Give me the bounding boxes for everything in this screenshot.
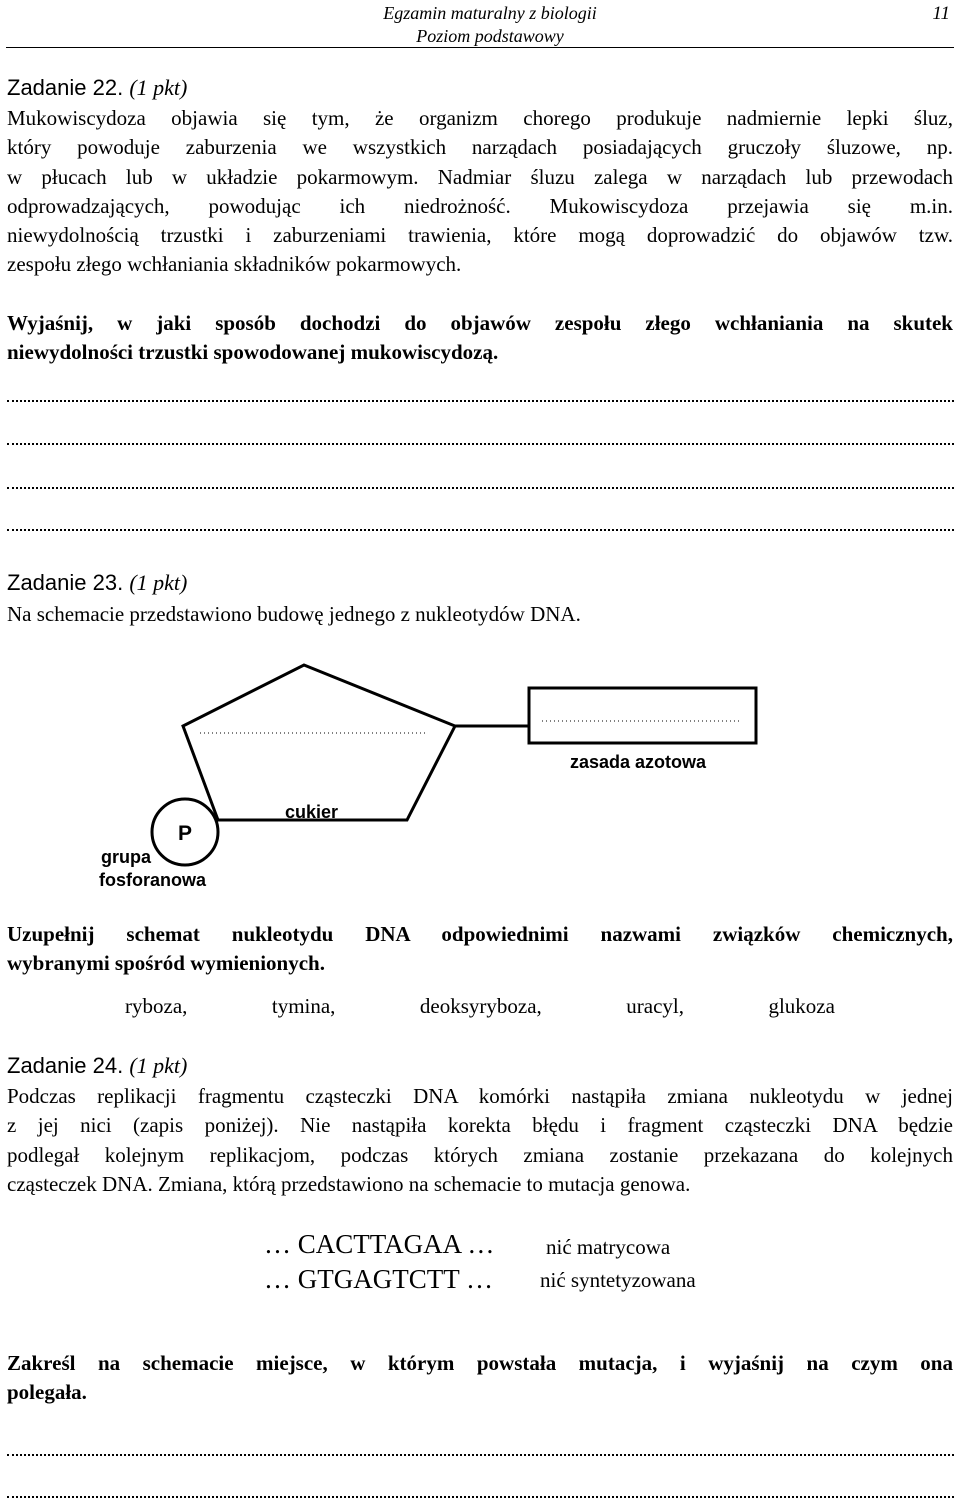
phosphate-label-line2: fosforanowa <box>99 870 207 890</box>
task22-text-line: zespołu złego wchłaniania składników pokarmowych. <box>7 252 462 277</box>
answer-line[interactable] <box>7 398 954 402</box>
option-item: ryboza, <box>125 994 188 1018</box>
header-divider <box>6 47 954 48</box>
base-rectangle <box>529 688 756 743</box>
task23-points: (1 pkt) <box>129 570 188 595</box>
answer-line[interactable] <box>7 441 954 445</box>
task24-instruction <box>7 1349 953 1408</box>
task23-text: Na schemacie przedstawiono budowę jednego z nukleotydów DNA. <box>7 602 581 626</box>
task22-instruction-line: Wyjaśnij, w jaki sposób dochodzi do objawów zespołu złego wchłaniania na skutek <box>7 311 953 335</box>
task23-instruction-line: wybranymi spośród wymienionych. <box>7 951 325 976</box>
task22-text-line: Mukowiscydoza objawia się tym, że organizm chorego produkuje nadmiernie lepki śluz, <box>7 106 953 130</box>
answer-line[interactable] <box>7 1452 954 1456</box>
task22-text-line: w płucach lub w układzie pokarmowym. Nadmiar śluzu zalega w narządach lub przewodach <box>7 164 953 189</box>
task22-title: Zadanie 22. <box>7 75 124 100</box>
task24-text <box>7 1082 953 1199</box>
page-header-title <box>340 2 640 48</box>
task22-text-line: odprowadzających, powodując ich niedrożność. Mukowiscydoza przejawia się m.in. <box>7 193 953 218</box>
answer-line[interactable] <box>7 527 954 531</box>
option-item: deoksyryboza, <box>419 994 542 1018</box>
nucleotide-diagram <box>0 650 960 900</box>
task22-instruction <box>7 309 953 368</box>
task24-instruction-line: polegała. <box>7 1380 87 1405</box>
task24-text-line: podlegał kolejnym replikacjom, podczas których zmiana zostanie przekazana do kolejnych <box>7 1142 953 1167</box>
phosphate-label-line1: grupa <box>101 847 152 867</box>
task22-text-line: który powoduje zaburzenia we wszystkich narządach posiadających gruczoły śluzowe, np. <box>7 135 953 160</box>
sequence-synthesized[interactable]: … GTGAGTCTT … <box>264 1264 493 1294</box>
task24-text-line: z jej nici (zapis poniżej). Nie nastąpiła korekta błędu i fragment cząsteczki DNA będzie <box>7 1113 953 1138</box>
task24-points: (1 pkt) <box>129 1053 188 1078</box>
task22-text <box>7 104 953 280</box>
strand-label-template: nić matrycowa <box>546 1235 671 1259</box>
option-item: glukoza <box>768 994 835 1018</box>
compound-options <box>125 992 835 1020</box>
task23-instruction <box>7 920 953 979</box>
sugar-label: cukier <box>285 802 339 822</box>
task23-title: Zadanie 23. <box>7 570 124 595</box>
strand-label-synthesized: nić syntetyzowana <box>540 1268 696 1292</box>
header-title-line1: Egzamin maturalny z biologii <box>383 3 597 23</box>
phosphate-symbol: P <box>177 822 193 845</box>
task24-title: Zadanie 24. <box>7 1053 124 1078</box>
task24-heading <box>7 1053 187 1079</box>
task22-heading <box>7 75 187 101</box>
base-label: zasada azotowa <box>570 752 707 772</box>
task22-points: (1 pkt) <box>129 75 188 100</box>
answer-line[interactable] <box>7 485 954 489</box>
task24-text-line: cząsteczek DNA. Zmiana, którą przedstawiono na schemacie to mutacja genowa. <box>7 1171 691 1196</box>
task22-instruction-line: niewydolności trzustki spowodowanej mukowiscydozą. <box>7 340 499 365</box>
answer-line[interactable] <box>7 1494 954 1498</box>
task24-text-line: Podczas replikacji fragmentu cząsteczki DNA komórki nastąpiła zmiana nukleotydu w jednej <box>7 1084 953 1108</box>
task23-heading <box>7 570 187 596</box>
option-item: tymina, <box>271 994 336 1018</box>
sugar-pentagon <box>183 665 455 820</box>
option-item: uracyl, <box>626 994 684 1018</box>
header-title-line2: Poziom podstawowy <box>416 26 564 46</box>
page-number: 11 <box>932 3 950 24</box>
task24-instruction-line: Zakreśl na schemacie miejsce, w którym powstała mutacja, i wyjaśnij na czym ona <box>7 1351 953 1375</box>
sequence-template[interactable]: … CACTTAGAA … <box>264 1229 495 1259</box>
task23-instruction-line: Uzupełnij schemat nukleotydu DNA odpowiednimi nazwami związków chemicznych, <box>7 922 953 946</box>
task22-text-line: niewydolnością trzustki i zaburzeniami trawienia, które mogą doprowadzić do objawów tzw. <box>7 223 953 248</box>
